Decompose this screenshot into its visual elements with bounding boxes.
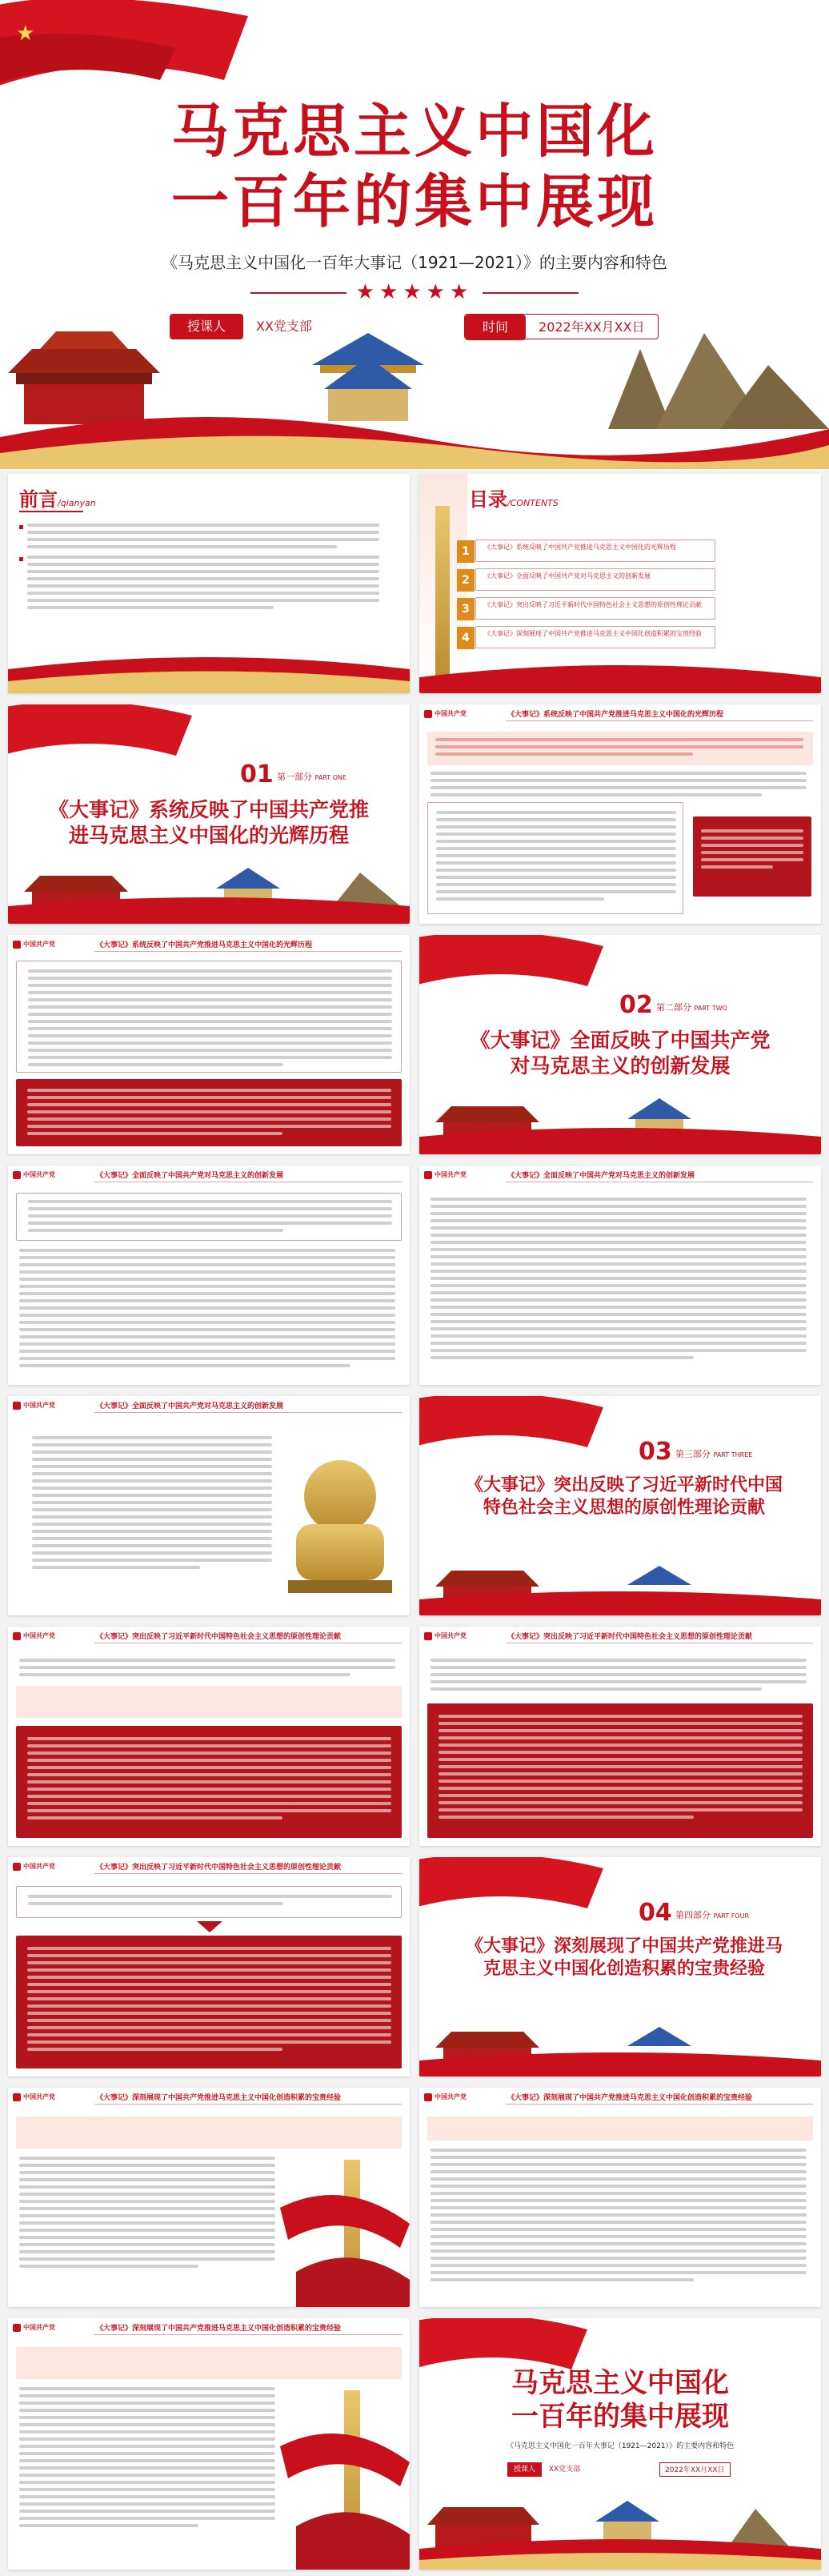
part-label: 第一部分 PART ONE — [277, 772, 347, 782]
summary-box — [16, 1686, 402, 1718]
summary-box — [427, 732, 813, 765]
time-label: 时间 — [465, 315, 526, 340]
cover-slide — [0, 0, 829, 469]
tiananmen-scene — [0, 317, 829, 469]
ending-slide — [419, 2318, 821, 2570]
toc-title: 目录/CONTENTS — [469, 488, 559, 511]
svg-text:★: ★ — [16, 22, 35, 46]
preface-title: 前言/qianyan — [19, 488, 96, 511]
red-flag-decoration — [419, 935, 603, 994]
content-paragraph — [431, 772, 807, 800]
content-paragraph — [431, 2149, 807, 2285]
ending-presenter: 授课人 XX党支部 — [507, 2462, 585, 2477]
toc-slide — [419, 474, 821, 693]
highlight-box — [16, 1936, 402, 2068]
preface-paragraph-2 — [27, 556, 379, 613]
part-two-content-slide-1 — [8, 1166, 410, 1385]
slide-header: 中国共产党 《大事记》全面反映了中国共产党对马克思主义的创新发展 — [419, 1166, 821, 1186]
part-four-content-slide-2 — [419, 2088, 821, 2307]
tiananmen-scene — [419, 2020, 821, 2076]
tiananmen-scene — [8, 857, 410, 924]
part-four-content-slide-1 — [8, 2088, 410, 2307]
red-flag-decoration — [8, 704, 192, 764]
part-label: 第三部分 PART THREE — [675, 1449, 753, 1459]
red-ribbon-decoration — [280, 2414, 410, 2570]
slide-header: 中国共产党 《大事记》全面反映了中国共产党对马克思主义的创新发展 — [8, 1396, 410, 1417]
red-flag-decoration — [0, 0, 248, 104]
cover-title-line2: 一百年的集中展现 — [170, 168, 658, 235]
part-title: 《大事记》系统反映了中国共产党推进马克思主义中国化的光辉历程 — [48, 798, 369, 847]
content-frame — [16, 1886, 402, 1918]
preface-paragraph-1 — [27, 524, 379, 552]
summary-box — [427, 2117, 813, 2141]
toc-item-4[interactable]: 4 《大事记》深刻展现了中国共产党推进马克思主义中国化创造积累的宝贵经验 — [475, 626, 715, 648]
red-ribbon-decoration — [280, 2176, 410, 2307]
toc-item-1[interactable]: 1 《大事记》系统反映了中国共产党推进马克思主义中国化的光辉历程 — [475, 540, 715, 562]
slide-header: 中国共产党 《大事记》系统反映了中国共产党推进马克思主义中国化的光辉历程 — [8, 935, 410, 956]
part-two-slide — [419, 935, 821, 1154]
slide-header: 中国共产党 《大事记》全面反映了中国共产党对马克思主义的创新发展 — [8, 1166, 410, 1186]
part-two-content-slide-3 — [8, 1396, 410, 1615]
part-one-content-slide-1 — [419, 704, 821, 924]
content-paragraph — [19, 2387, 275, 2531]
content-paragraph — [19, 1659, 395, 1680]
cover-subtitle: 《马克思主义中国化一百年大事记（1921—2021）》的主要内容和特色 — [162, 253, 667, 272]
ending-title: 马克思主义中国化 一百年的集中展现 — [511, 2367, 729, 2433]
cover-title-line1: 马克思主义中国化 — [170, 98, 658, 165]
highlight-box — [16, 1079, 402, 1146]
ending-time: 2022年XX月XX日 — [659, 2462, 731, 2477]
slide-header: 中国共产党 《大事记》深刻展现了中国共产党推进马克思主义中国化创造积累的宝贵经验 — [419, 2088, 821, 2109]
summary-box — [16, 2117, 402, 2149]
red-flag-decoration — [419, 1396, 603, 1455]
part-three-slide — [419, 1396, 821, 1615]
content-paragraph — [431, 1659, 807, 1695]
toc-item-2[interactable]: 2 《大事记》全面反映了中国共产党对马克思主义的创新发展 — [475, 568, 715, 591]
golden-lion-icon — [288, 1460, 392, 1596]
content-paragraph — [19, 2157, 275, 2272]
ending-subtitle: 《马克思主义中国化一百年大事记（1921—2021）》的主要内容和特色 — [506, 2442, 735, 2450]
toc-item-3[interactable]: 3 《大事记》突出反映了习近平新时代中国特色社会主义思想的原创性理论贡献 — [475, 597, 715, 620]
cover-title — [0, 96, 829, 237]
part-label: 第四部分 PART FOUR — [675, 1910, 750, 1920]
part-three-content-slide-3 — [8, 1857, 410, 2076]
content-paragraph — [32, 1436, 272, 1573]
tiananmen-scene — [419, 1087, 821, 1154]
tiananmen-scene — [419, 1559, 821, 1615]
part-number: 01 — [240, 760, 274, 788]
red-flag-decoration — [419, 1857, 603, 1916]
part-four-content-slide-3 — [8, 2318, 410, 2570]
slide-header: 中国共产党 《大事记》突出反映了习近平新时代中国特色社会主义思想的原创性理论贡献 — [8, 1627, 410, 1647]
summary-box — [16, 2347, 402, 2379]
tiananmen-scene — [419, 2490, 821, 2570]
slide-header: 中国共产党 《大事记》深刻展现了中国共产党推进马克思主义中国化创造积累的宝贵经验 — [8, 2318, 410, 2339]
highlight-box — [427, 1703, 813, 1838]
part-three-content-slide-1 — [8, 1627, 410, 1846]
stars-divider: ★★★★★ — [0, 280, 829, 304]
part-four-slide — [419, 1857, 821, 2076]
content-frame — [427, 802, 683, 914]
slide-header: 中国共产党 《大事记》突出反映了习近平新时代中国特色社会主义思想的原创性理论贡献 — [419, 1627, 821, 1647]
part-one-content-slide-2 — [8, 935, 410, 1154]
presenter-label: 授课人 — [170, 314, 243, 339]
highlight-box — [16, 1726, 402, 1838]
content-frame — [16, 961, 402, 1073]
part-two-content-slide-2 — [419, 1166, 821, 1385]
part-number: 03 — [639, 1438, 672, 1466]
highlight-box — [693, 817, 811, 897]
part-title: 《大事记》突出反映了习近平新时代中国特色社会主义思想的原创性理论贡献 — [465, 1475, 783, 1518]
slide-header: 中国共产党 《大事记》深刻展现了中国共产党推进马克思主义中国化创造积累的宝贵经验 — [8, 2088, 410, 2109]
part-label: 第二部分 PART TWO — [656, 1002, 727, 1013]
preface-slide — [8, 474, 410, 693]
content-frame — [16, 1193, 402, 1241]
part-one-slide — [8, 704, 410, 924]
content-paragraph — [19, 1249, 395, 1371]
preface-footer-wave — [8, 637, 410, 693]
time-value: 2022年XX月XX日 — [539, 319, 645, 335]
part-title: 《大事记》全面反映了中国共产党对马克思主义的创新发展 — [470, 1029, 771, 1077]
part-three-content-slide-2 — [419, 1627, 821, 1846]
toc-footer-wave — [419, 653, 821, 693]
part-number: 04 — [639, 1899, 672, 1927]
part-number: 02 — [619, 991, 653, 1019]
presenter-value: XX党支部 — [256, 319, 312, 334]
slide-header: 中国共产党 《大事记》突出反映了习近平新时代中国特色社会主义思想的原创性理论贡献 — [8, 1857, 410, 1878]
part-title: 《大事记》深刻展现了中国共产党推进马克思主义中国化创造积累的宝贵经验 — [465, 1936, 783, 1979]
content-paragraph — [431, 1198, 807, 1363]
slide-header: 中国共产党 《大事记》系统反映了中国共产党推进马克思主义中国化的光辉历程 — [419, 704, 821, 725]
